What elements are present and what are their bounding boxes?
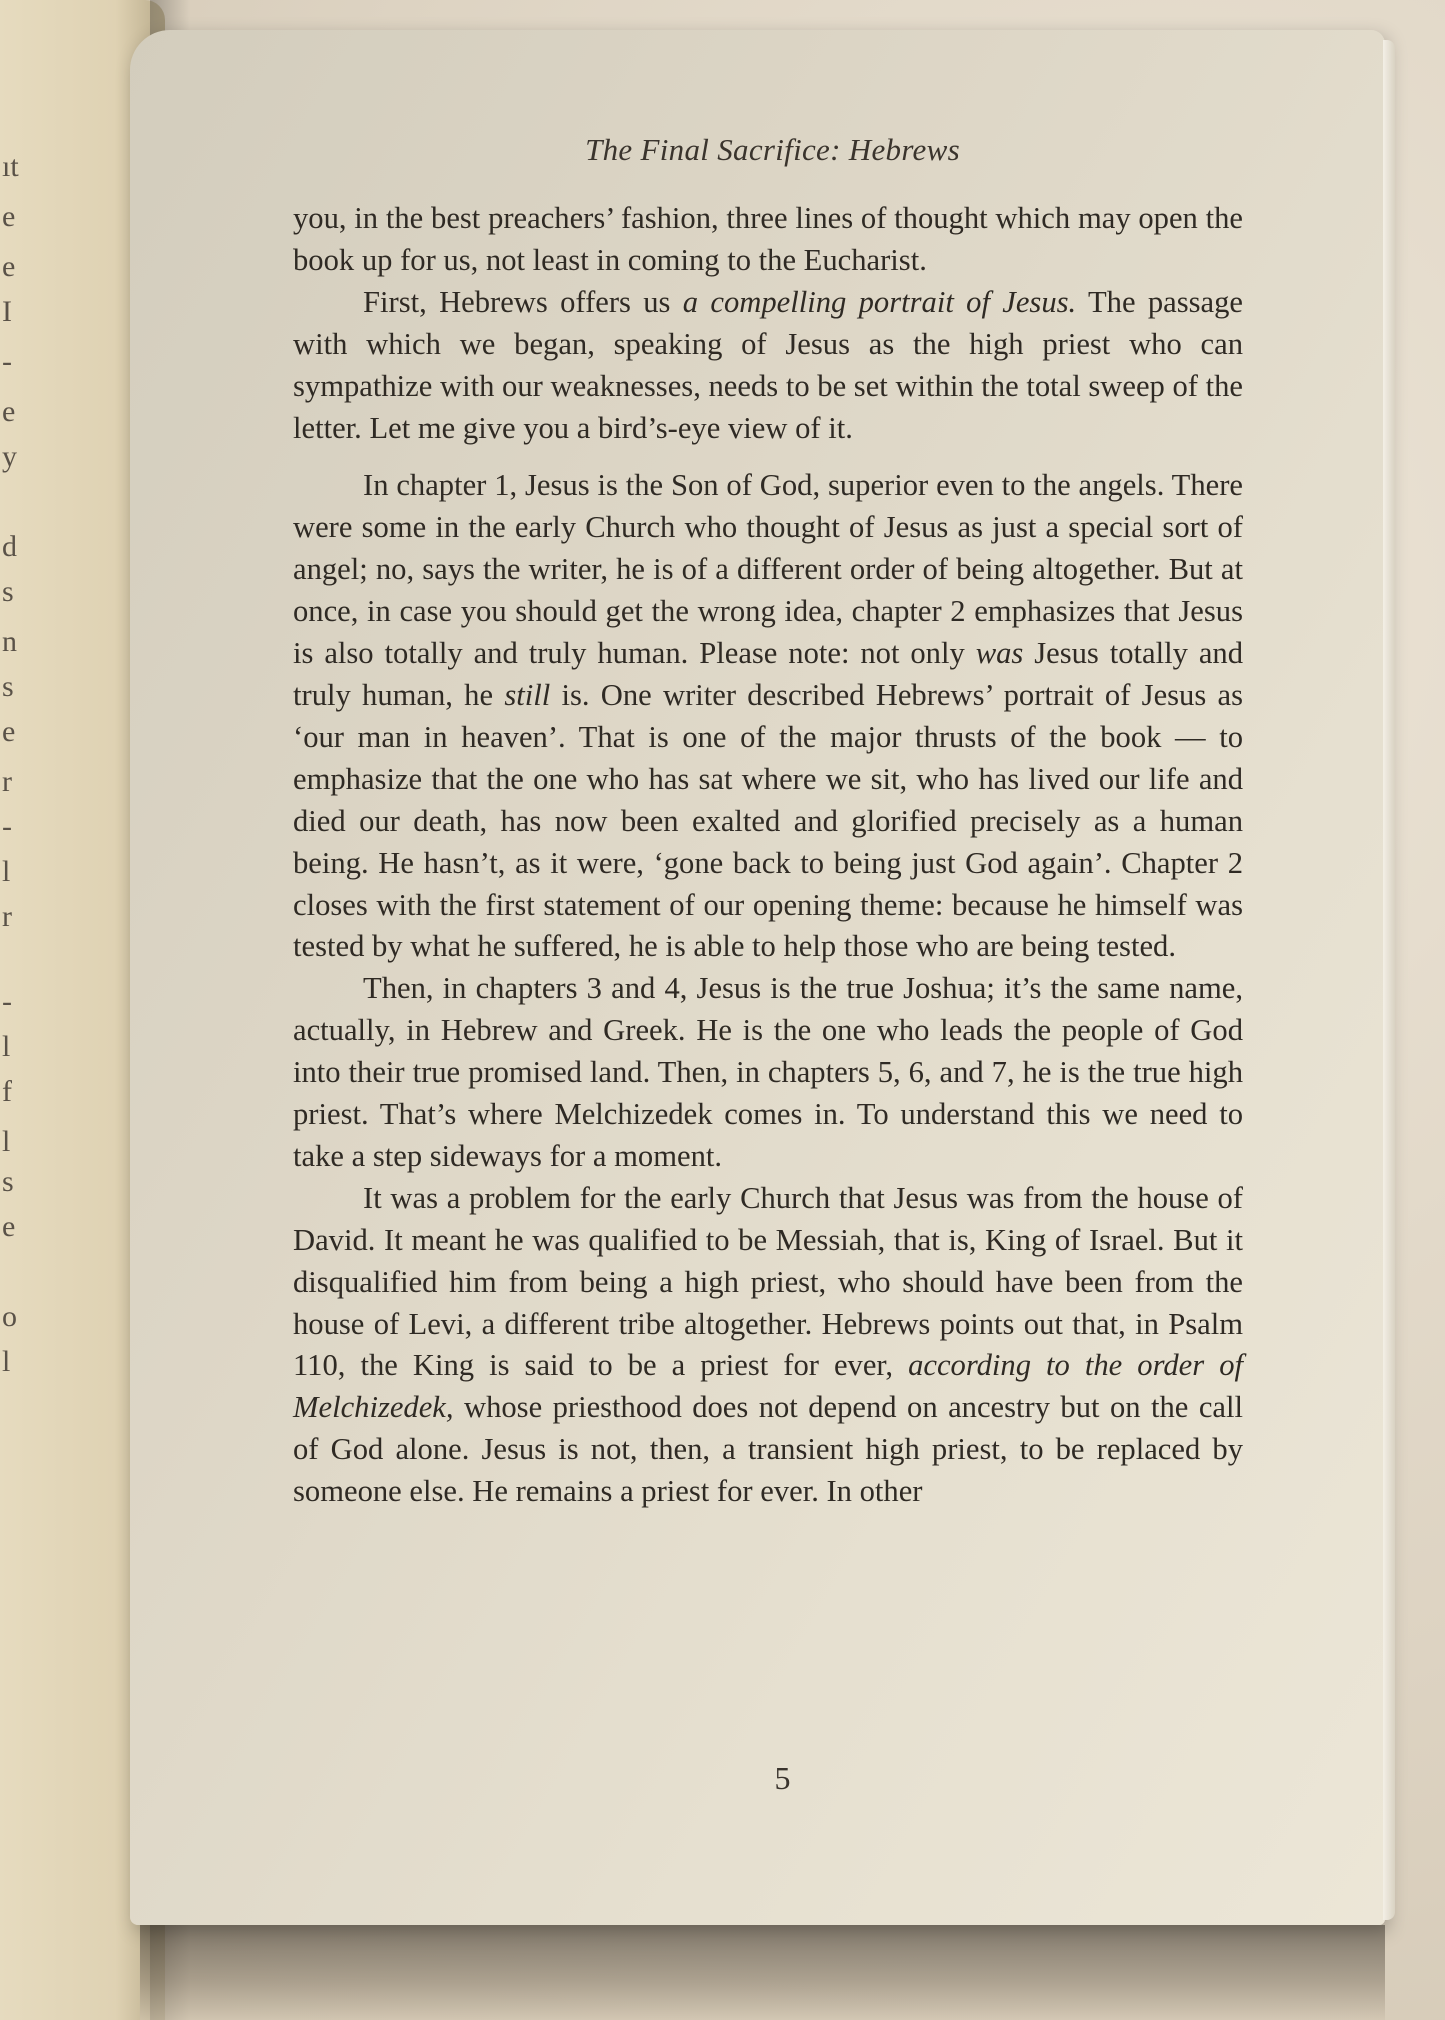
paragraph	[293, 465, 1243, 968]
page-edge	[1383, 40, 1395, 1920]
left-page-fragment: l	[2, 1125, 11, 1158]
text-run: whose priesthood does not depend on ancestry but on the call of God alone. Jesus is not, then, a transient high priest, to be replaced by someone else. He remains a priest for ever. In other	[293, 1390, 1243, 1509]
left-page-fragment: -	[2, 345, 12, 378]
left-page-fragment: l	[2, 855, 11, 888]
text-run: is. One writer described Hebrews’ portrait of Jesus as ‘our man in heaven’. That is one of the major thrusts of the book — to emphasize that the one who has sat where we sit, who has lived our life and died our death, has now been exalted and glorified precisely as a human being. He hasn’t, as it were, ‘gone back to being just God again’. Chapter 2 closes with the first statement of our opening theme: because he himself was tested by what he suffered, he is able to help those who are being tested.	[293, 677, 1243, 964]
page-number: 5	[774, 1760, 791, 1796]
text-run: In chapter 1, Jesus is the Son of God, superior even to the angels. There were some in the early Church who thought of Jesus as just a special sort of angel; no, says the writer, he is of a different order of being altogether. But at once, in case you should get the wrong idea, chapter 2 emphasizes that Jesus is also totally and truly human. Please note: not only	[293, 468, 1243, 671]
left-page-fragment: ıt	[2, 150, 19, 183]
left-page-fragment: e	[2, 200, 16, 233]
italic-run: according to the order of Melchizedek,	[293, 1348, 1243, 1425]
left-page-fragment: s	[2, 670, 14, 703]
left-page-fragment: l	[2, 1345, 11, 1378]
left-page-fragment: -	[2, 985, 12, 1018]
left-page-fragment: e	[2, 1210, 16, 1243]
left-page-fragment: e	[2, 715, 16, 748]
text-run: It was a problem for the early Church that Jesus was from the house of David. It meant he was qualified to be Messiah, that is, King of Israel. But it disqualified him from being a high priest, who should have been from the house of Levi, a different tribe altogether. Hebrews points out that, in Psalm 110, the King is said to be a priest for ever,	[293, 1180, 1243, 1383]
left-page-fragment: -	[2, 810, 12, 843]
text-run: you, in the best preachers’ fashion, three lines of thought which may open the book up for us, not least in coming to the Eucharist.	[293, 201, 1243, 277]
running-head: The Final Sacrifice: Hebrews	[585, 132, 960, 167]
paragraph	[293, 198, 1243, 282]
left-page-fragment: s	[2, 575, 14, 608]
left-page-fragment: e	[2, 395, 16, 428]
left-page-fragment: n	[2, 625, 17, 658]
left-page-fragment: I	[2, 295, 12, 328]
text-run: The passage with which we began, speaking of Jesus as the high priest who can sympathize with our weaknesses, needs to be set within the total sweep of the letter. Let me give you a bird’s-eye view of it.	[293, 284, 1243, 445]
text-run: Then, in chapters 3 and 4, Jesus is the true Joshua; it’s the same name, actually, in Hebrew and Greek. He is the one who leads the people of God into their true promised land. Then, in chapters 5, 6, and 7, he is the true high priest. That’s where Melchizedek comes in. To understand this we need to take a step sideways for a moment.	[293, 971, 1243, 1173]
bottom-shadow	[140, 1925, 1385, 2020]
left-page-fragment: r	[2, 765, 12, 798]
left-page-fragment: d	[2, 530, 17, 563]
left-page-fragment: o	[2, 1300, 17, 1333]
italic-run: a compelling portrait of Jesus.	[682, 284, 1077, 319]
left-page-fragment: l	[2, 1030, 11, 1063]
paragraph	[293, 968, 1243, 1178]
left-page-fragment: y	[2, 440, 17, 473]
italic-run: still	[504, 677, 551, 712]
paragraph	[293, 1178, 1243, 1513]
left-page-fragment: s	[2, 1165, 14, 1198]
italic-run: was	[975, 636, 1024, 671]
left-page-fragment: e	[2, 250, 16, 283]
paragraph	[293, 282, 1243, 450]
body-text	[293, 198, 1243, 1513]
left-page-fragment: r	[2, 900, 12, 933]
text-run: Jesus totally and truly human, he	[293, 636, 1243, 712]
left-page-fragment: f	[2, 1075, 12, 1108]
text-run: First, Hebrews offers us	[363, 284, 683, 319]
